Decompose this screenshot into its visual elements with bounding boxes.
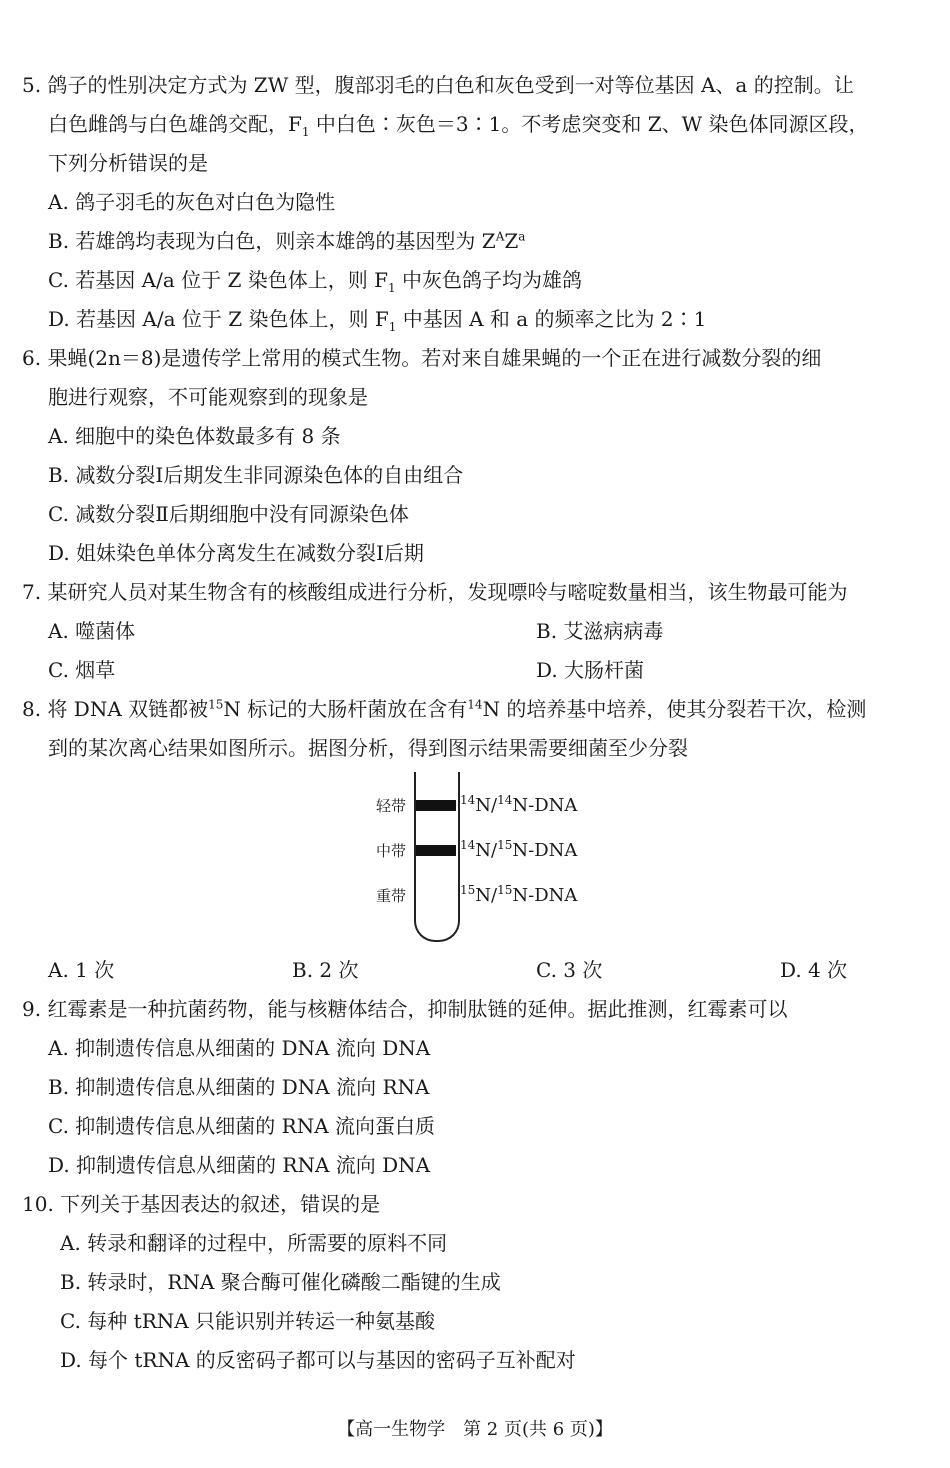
q10-option-b: B. 转录时，RNA 聚合酶可催化磷酸二酯键的生成 xyxy=(60,1270,501,1294)
q10-option-c: C. 每种 tRNA 只能识别并转运一种氨基酸 xyxy=(60,1309,436,1333)
q6-option-b: B. 减数分裂Ⅰ后期发生非同源染色体的自由组合 xyxy=(48,463,464,487)
q6-option-a: A. 细胞中的染色体数最多有 8 条 xyxy=(48,424,341,448)
q8-option-a: A. 1 次 xyxy=(48,958,115,982)
q7-stem: 7. 某研究人员对某生物含有的核酸组成进行分析，发现嘌呤与嘧啶数量相当，该生物最可能为 xyxy=(22,580,848,604)
page-footer: 【高一生物学 第 2 页(共 6 页)】 xyxy=(337,1419,613,1440)
q6-stem-line2: 胞进行观察，不可能观察到的现象是 xyxy=(48,385,368,409)
q9-option-a: A. 抑制遗传信息从细菌的 DNA 流向 DNA xyxy=(48,1036,431,1060)
q5-option-c: C. 若基因 A/a 位于 Z 染色体上，则 $F_1$ 中灰色鸽子均为雄鸽 xyxy=(48,268,582,295)
q10-stem: 10. 下列关于基因表达的叙述，错误的是 xyxy=(22,1192,381,1216)
q6-option-c: C. 减数分裂Ⅱ后期细胞中没有同源染色体 xyxy=(48,502,409,526)
centrifuge-tube-figure xyxy=(360,772,620,952)
q8-stem-line2: 到的某次离心结果如图所示。据图分析，得到图示结果需要细菌至少分裂 xyxy=(48,736,688,760)
middle-band xyxy=(416,845,456,856)
middle-band-label: 中带 xyxy=(376,842,407,860)
heavy-band-label: 重带 xyxy=(376,887,407,905)
centrifuge-tube xyxy=(414,772,460,942)
middle-dna-label: $^{14}$N/$^{15}$N-DNA xyxy=(460,838,578,861)
q7-option-a: A. 噬菌体 xyxy=(48,619,136,643)
q5-option-d: D. 若基因 A/a 位于 Z 染色体上，则 $F_1$ 中基因 A 和 a 的频率之比为 2∶1 xyxy=(48,307,707,334)
q8-option-c: C. 3 次 xyxy=(536,958,603,982)
q5-stem-line2: 白色雌鸽与白色雄鸽交配，$F_1$ 中白色∶灰色＝3∶1。不考虑突变和 Z、W 染色体同源区段， xyxy=(48,112,869,139)
q5-option-b: B. 若雄鸽均表现为白色，则亲本雄鸽的基因型为 $Z^AZ^a$ xyxy=(48,229,526,253)
q8-option-b: B. 2 次 xyxy=(292,958,359,982)
q7-option-b: B. 艾滋病病毒 xyxy=(536,619,664,643)
q8-stem-line1: 8. 将 DNA 双链都被$^{15}$N 标记的大肠杆菌放在含有$^{14}$N 的培养基中培养，使其分裂若干次，检测 xyxy=(22,697,867,721)
heavy-dna-label: $^{15}$N/$^{15}$N-DNA xyxy=(460,883,578,906)
q10-option-a: A. 转录和翻译的过程中，所需要的原料不同 xyxy=(60,1231,448,1255)
q5-stem-line1: 5. 鸽子的性别决定方式为 ZW 型，腹部羽毛的白色和灰色受到一对等位基因 A、a 的控制。让 xyxy=(22,73,854,97)
q7-option-d: D. 大肠杆菌 xyxy=(536,658,645,682)
light-band xyxy=(416,800,456,811)
q6-stem-line1: 6. 果蝇(2n＝8)是遗传学上常用的模式生物。若对来自雄果蝇的一个正在进行减数分裂的细 xyxy=(22,346,822,370)
q10-option-d: D. 每个 tRNA 的反密码子都可以与基因的密码子互补配对 xyxy=(60,1348,576,1372)
q7-option-c: C. 烟草 xyxy=(48,658,116,682)
q9-option-c: C. 抑制遗传信息从细菌的 RNA 流向蛋白质 xyxy=(48,1114,436,1138)
light-dna-label: $^{14}$N/$^{14}$N-DNA xyxy=(460,793,578,816)
q9-stem: 9. 红霉素是一种抗菌药物，能与核糖体结合，抑制肽链的延伸。据此推测，红霉素可以 xyxy=(22,997,788,1021)
q5-stem-line3: 下列分析错误的是 xyxy=(48,151,208,175)
light-band-label: 轻带 xyxy=(376,797,407,815)
q9-option-b: B. 抑制遗传信息从细菌的 DNA 流向 RNA xyxy=(48,1075,430,1099)
q8-option-d: D. 4 次 xyxy=(780,958,848,982)
q9-option-d: D. 抑制遗传信息从细菌的 RNA 流向 DNA xyxy=(48,1153,431,1177)
q5-option-a: A. 鸽子羽毛的灰色对白色为隐性 xyxy=(48,190,336,214)
q6-option-d: D. 姐妹染色单体分离发生在减数分裂Ⅰ后期 xyxy=(48,541,424,565)
